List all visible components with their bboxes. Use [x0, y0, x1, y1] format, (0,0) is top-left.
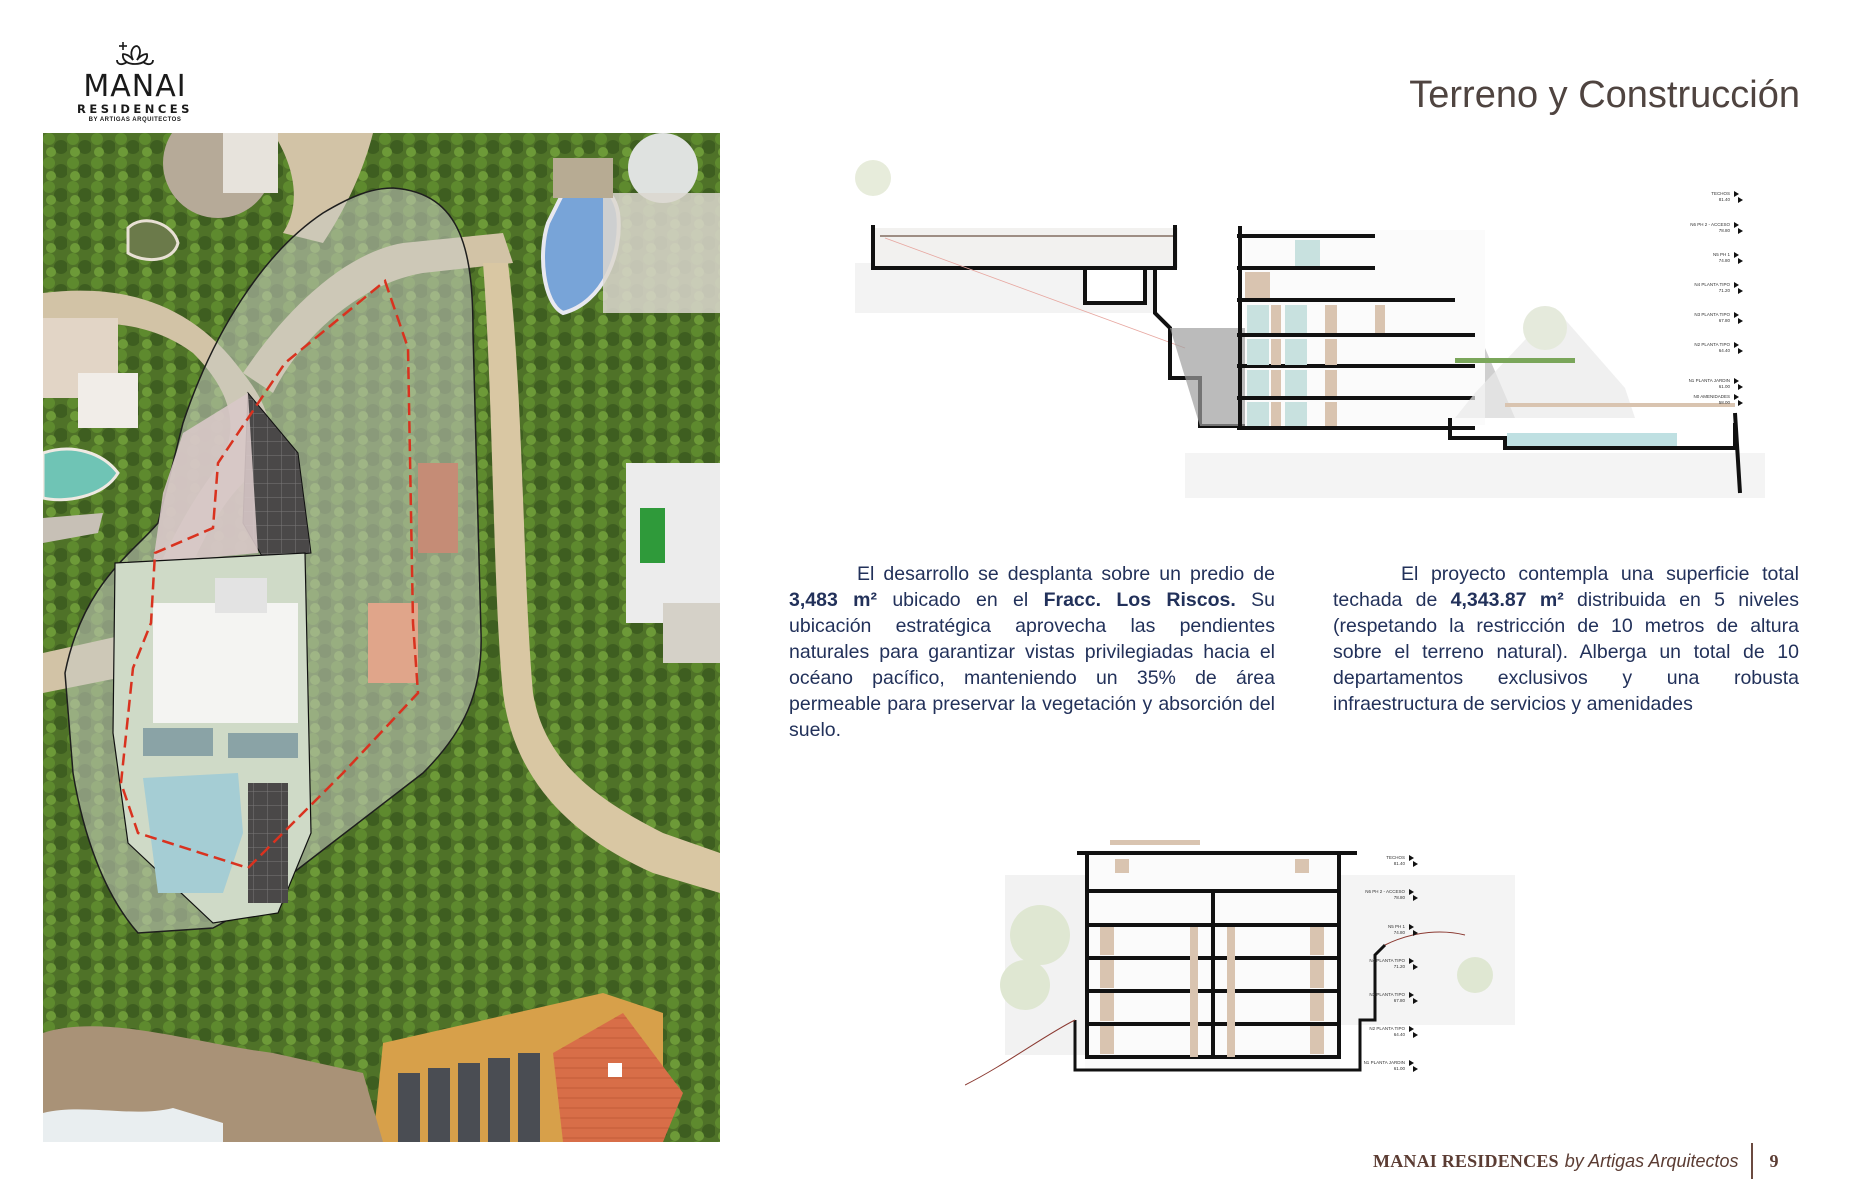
section-drawing-transversal	[965, 835, 1655, 1095]
section-drawing-longitudinal	[855, 148, 1795, 498]
level-markers	[1689, 191, 1743, 406]
svg-text:61.00: 61.00	[1393, 1066, 1405, 1071]
svg-text:TECHOS: TECHOS	[1711, 191, 1730, 196]
svg-text:N5 PH 1: N5 PH 1	[1712, 252, 1730, 257]
aerial-site-photo	[43, 133, 720, 1142]
built-area: 4,343.87 m²	[1450, 589, 1564, 611]
svg-text:74.80: 74.80	[1393, 930, 1405, 935]
logo-byline: BY ARTIGAS ARQUITECTOS	[88, 117, 182, 123]
svg-text:N3 PLANTA TIPO: N3 PLANTA TIPO	[1694, 312, 1730, 317]
paragraph-project-description: El proyecto contempla una superficie total techada de 4,343.87 m² distribuida en 5 niveles (respetando la restricción de 10 metros de altura sobre el terreno natural). Alberga un total de 10 departamentos exclusivos y una robusta infraestructura de servicios y amenidades	[1333, 563, 1799, 715]
svg-text:N6 PH 2 - ACCESO: N6 PH 2 - ACCESO	[1690, 222, 1730, 227]
svg-text:N0 AMENIDADES: N0 AMENIDADES	[1693, 394, 1730, 399]
page-number: 9	[1769, 1150, 1779, 1171]
page-footer	[1373, 1148, 1778, 1174]
logo-subtitle: RESIDENCES	[77, 102, 193, 116]
svg-text:71.20: 71.20	[1718, 288, 1730, 293]
lot-area: 3,483 m²	[789, 589, 877, 611]
svg-text:67.80: 67.80	[1718, 318, 1730, 323]
footer-brand: MANAI RESIDENCES	[1373, 1150, 1559, 1171]
svg-text:N6 PH 2 - ACCESO: N6 PH 2 - ACCESO	[1365, 889, 1405, 894]
svg-text:N3 PLANTA TIPO: N3 PLANTA TIPO	[1369, 992, 1405, 997]
svg-text:71.20: 71.20	[1393, 964, 1405, 969]
paragraph-site-description: El desarrollo se desplanta sobre un predio de 3,483 m² ubicado en el Fracc. Los Riscos. Su ubicación estratégica aprovecha las pendientes naturales para garantizar vistas privilegiadas hacia el océano pacífico, manteniendo un 35% de área permeable para preservar la vegetación y absorción del suelo.	[789, 563, 1275, 741]
svg-text:N1 PLANTA JARDIN: N1 PLANTA JARDIN	[1688, 378, 1730, 383]
svg-text:58.00: 58.00	[1718, 400, 1730, 405]
building-section-transversal	[965, 835, 1655, 1095]
hibiscus-flower-icon	[109, 40, 161, 70]
svg-text:81.40: 81.40	[1393, 861, 1405, 866]
footer-byline: by Artigas Arquitectos	[1564, 1150, 1739, 1171]
building-section-longitudinal	[855, 148, 1795, 498]
page-title: Terreno y Construcción	[1409, 74, 1800, 116]
svg-text:74.80: 74.80	[1718, 258, 1730, 263]
svg-text:81.40: 81.40	[1718, 197, 1730, 202]
svg-text:64.40: 64.40	[1393, 1032, 1405, 1037]
logo	[70, 40, 200, 125]
svg-text:N4 PLANTA TIPO: N4 PLANTA TIPO	[1694, 282, 1730, 287]
logo-brand: MANAI	[83, 69, 187, 104]
subdivision-name: Fracc. Los Riscos.	[1043, 589, 1236, 611]
svg-text:N4 PLANTA TIPO: N4 PLANTA TIPO	[1369, 958, 1405, 963]
svg-text:N5 PH 1: N5 PH 1	[1387, 924, 1405, 929]
svg-text:78.80: 78.80	[1393, 895, 1405, 900]
aerial-site-illustration	[43, 133, 720, 1142]
svg-text:N2 PLANTA TIPO: N2 PLANTA TIPO	[1694, 342, 1730, 347]
svg-text:67.80: 67.80	[1393, 998, 1405, 1003]
svg-text:N1 PLANTA JARDIN: N1 PLANTA JARDIN	[1363, 1060, 1405, 1065]
svg-text:N2 PLANTA TIPO: N2 PLANTA TIPO	[1369, 1026, 1405, 1031]
svg-text:64.40: 64.40	[1718, 348, 1730, 353]
svg-text:78.80: 78.80	[1718, 228, 1730, 233]
svg-text:61.00: 61.00	[1718, 384, 1730, 389]
footer-divider	[1751, 1143, 1753, 1179]
svg-text:TECHOS: TECHOS	[1386, 855, 1405, 860]
